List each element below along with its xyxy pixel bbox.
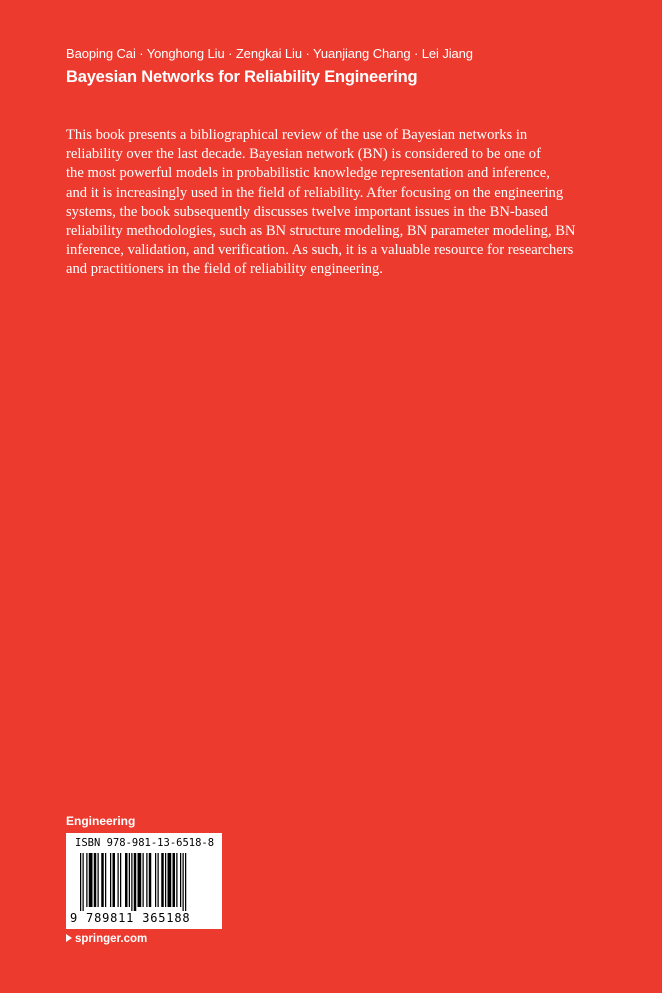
publisher-url: springer.com [75,933,148,945]
barcode-bar [118,853,119,907]
barcode-icon [80,853,208,911]
authors-line: Baoping Cai · Yonghong Liu · Zengkai Liu · Yuanjiang Chang · Lei Jiang [66,46,473,61]
barcode-bar [105,853,106,907]
barcode-bar [125,853,128,907]
barcode-bar [110,853,111,907]
book-title: Bayesian Networks for Reliability Engineering [66,68,418,86]
description-line: reliability methodologies, such as BN structure modeling, BN parameter modeling, BN [66,223,576,240]
barcode-bar [168,853,172,907]
barcode-bar [129,853,130,907]
description-line: and practitioners in the field of reliability engineering. [66,261,383,278]
barcode-panel [66,833,222,929]
barcode-bar [83,853,84,911]
barcode-digits: 9 789811 365188 [70,911,191,925]
barcode-bar [165,853,166,907]
barcode-bar [149,853,152,907]
barcode-bar [86,853,87,907]
barcode-bar [176,853,177,907]
barcode-bar [101,853,104,907]
barcode-bar [180,853,181,907]
description-line: the most powerful models in probabilistic knowledge representation and inference, [66,165,550,182]
description-line: and it is increasingly used in the field of reliability. After focusing on the engineering [66,184,564,201]
description-line: reliability over the last decade. Bayesian network (BN) is considered to be one of [66,146,541,163]
barcode-bar [113,853,116,907]
barcode-bar [161,853,164,907]
barcode-bar [89,853,93,907]
description-line: systems, the book subsequently discusses twelve important issues in the BN-based [66,203,548,220]
barcode-bar [98,853,99,907]
arrow-right-icon [66,934,72,942]
barcode-bar [120,853,121,907]
barcode-bar [146,853,147,907]
barcode-bar [80,853,81,911]
description-line: inference, validation, and verification. As such, it is a valuable resource for researchers [66,242,574,259]
barcode-bar [158,853,159,907]
barcode-bar [143,853,144,907]
publisher-link[interactable] [66,933,147,945]
subject-category: Engineering [66,814,136,828]
barcode-bar [134,853,137,911]
isbn-label: ISBN 978-981-13-6518-8 [75,837,215,849]
barcode-bar [155,853,156,907]
book-description [66,126,606,280]
barcode-bar [183,853,184,911]
barcode-bar [94,853,97,907]
barcode-bar [173,853,176,907]
barcode-bar [131,853,132,911]
barcode-bar [185,853,186,911]
barcode-bar [138,853,142,907]
description-line: This book presents a bibliographical review of the use of Bayesian networks in [66,127,528,143]
